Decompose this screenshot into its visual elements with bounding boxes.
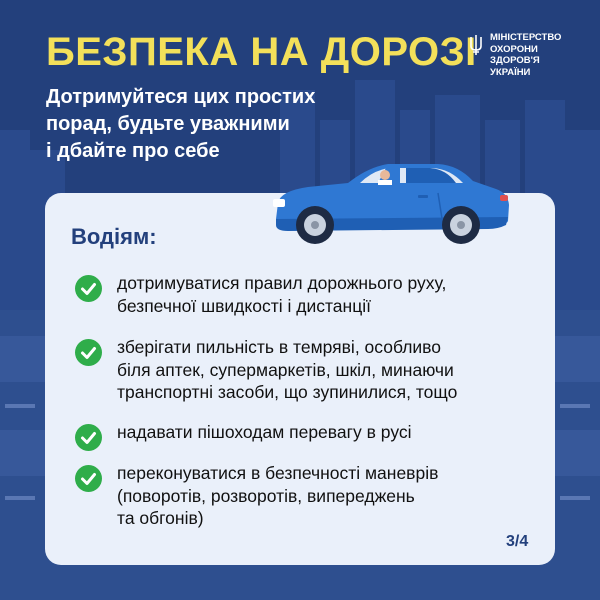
list-item-line: транспортні засоби, що зупинилися, тощо [117, 382, 458, 402]
list-item-text [117, 272, 446, 317]
subtitle [46, 84, 366, 165]
list-item-line: та обгонів) [117, 508, 204, 528]
list-item-line: переконуватися в безпечності маневрів [117, 463, 439, 483]
list-item-line: надавати пішоходам перевагу в русі [117, 422, 412, 442]
list-item [75, 421, 412, 451]
list-item [75, 272, 446, 317]
ministry-logo [468, 32, 561, 78]
ministry-line: УКРАЇНИ [490, 66, 531, 78]
ministry-line: МІНІСТЕРСТВО [490, 32, 562, 43]
list-item-line: безпечної швидкості і дистанції [117, 295, 371, 316]
list-item-text [117, 421, 412, 451]
list-item [75, 462, 438, 530]
checkmark-icon [75, 424, 102, 451]
checkmark-icon [75, 465, 102, 492]
list-item-line: (поворотів, розворотів, випереджень [117, 485, 415, 506]
car-illustration [268, 155, 513, 250]
subtitle-line: і дбайте про себе [46, 140, 220, 162]
list-item-text [117, 462, 438, 530]
list-item-text [117, 336, 457, 404]
page-indicator: 3/4 [506, 533, 529, 550]
list-item-line: дотримуватися правил дорожнього руху, [117, 273, 447, 293]
card-heading: Водіям: [71, 224, 157, 249]
checkmark-icon [75, 339, 102, 366]
trident-icon [468, 34, 484, 56]
list-item-line: біля аптек, супермаркетів, шкіл, минаючи [117, 359, 454, 380]
list-item-line: зберігати пильність в темряві, особливо [117, 337, 442, 357]
checkmark-icon [75, 275, 102, 302]
page-title: БЕЗПЕКА НА ДОРОЗІ [46, 30, 477, 74]
subtitle-line: порад, будьте уважними [46, 113, 290, 135]
ministry-line: ЗДОРОВ'Я [490, 55, 540, 66]
ministry-name [490, 32, 561, 78]
list-item [75, 336, 457, 404]
subtitle-line: Дотримуйтеся цих простих [46, 86, 316, 108]
ministry-line: ОХОРОНИ [490, 43, 538, 55]
